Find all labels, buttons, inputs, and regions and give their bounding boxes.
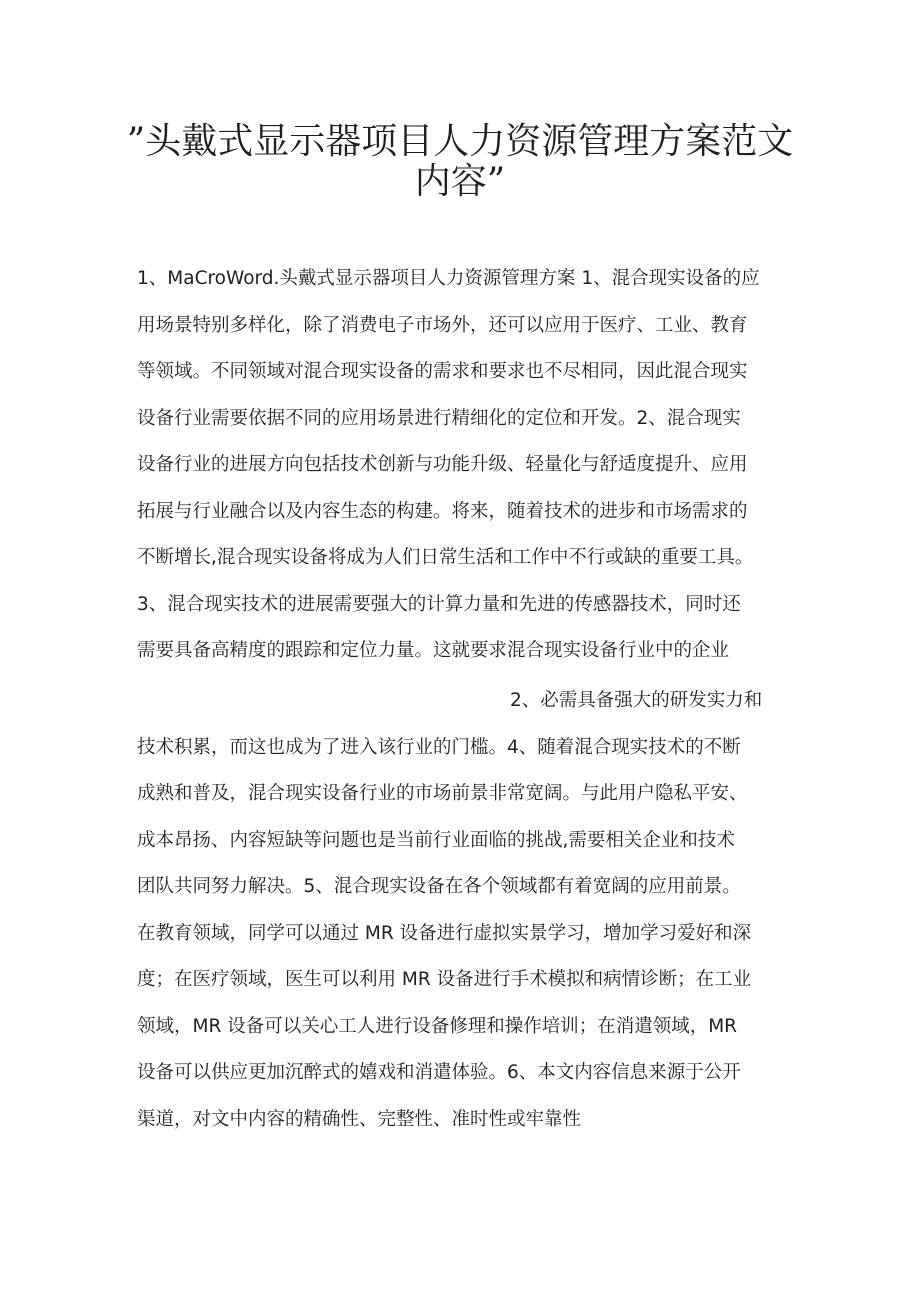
body-line: 2、必需具备强大的研发实力和: [510, 690, 763, 711]
body-line: 成本昂扬、内容短缺等问题也是当前行业面临的挑战,需要相关企业和技术: [137, 830, 735, 851]
body-line: 技术积累，而这也成为了进入该行业的门槛。4、随着混合现实技术的不断: [137, 737, 741, 758]
body-line: 拓展与行业融合以及内容生态的构建。将来，随着技术的进步和市场需求的: [137, 501, 748, 522]
body-line: 设备可以供应更加沉醉式的嬉戏和消遣体验。6、本文内容信息来源于公开: [137, 1062, 741, 1083]
body-line: 不断增长,混合现实设备将成为人们日常生活和工作中不行或缺的重要工具。: [137, 547, 754, 568]
body-line: 用场景特别多样化，除了消费电子市场外，还可以应用于医疗、工业、教育: [137, 315, 748, 336]
document-title-line-2: 内容”: [414, 161, 506, 202]
document-title-line-1: ”头戴式显示器项目人力资源管理方案范文: [126, 121, 794, 162]
body-line: 等领域。不同领域对混合现实设备的需求和要求也不尽相同，因此混合现实: [137, 361, 748, 382]
body-line: 渠道，对文中内容的精确性、完整性、准时性或牢靠性: [137, 1109, 582, 1130]
body-line: 设备行业需要依据不同的应用场景进行精细化的定位和开发。2、混合现实: [137, 408, 741, 429]
body-line: 度；在医疗领域，医生可以利用 MR 设备进行手术模拟和病情诊断；在工业: [137, 969, 752, 990]
body-line: 成熟和普及，混合现实设备行业的市场前景非常宽阔。与此用户隐私平安、: [137, 783, 748, 804]
body-line: 领域，MR 设备可以关心工人进行设备修理和操作培训；在消遣领域，MR: [137, 1016, 738, 1037]
body-line: 设备行业的进展方向包括技术创新与功能升级、轻量化与舒适度提升、应用: [137, 454, 748, 475]
body-line: 1、MaCroWord.头戴式显示器项目人力资源管理方案 1、混合现实设备的应: [137, 268, 760, 289]
body-line: 需要具备高精度的跟踪和定位力量。这就要求混合现实设备行业中的企业: [137, 640, 730, 661]
body-line: 团队共同努力解决。5、混合现实设备在各个领域都有着宽阔的应用前景。: [137, 876, 741, 897]
body-line: 在教育领域，同学可以通过 MR 设备进行虚拟实景学习，增加学习爱好和深: [137, 923, 752, 944]
body-line: 3、混合现实技术的进展需要强大的计算力量和先进的传感器技术，同时还: [137, 594, 741, 615]
